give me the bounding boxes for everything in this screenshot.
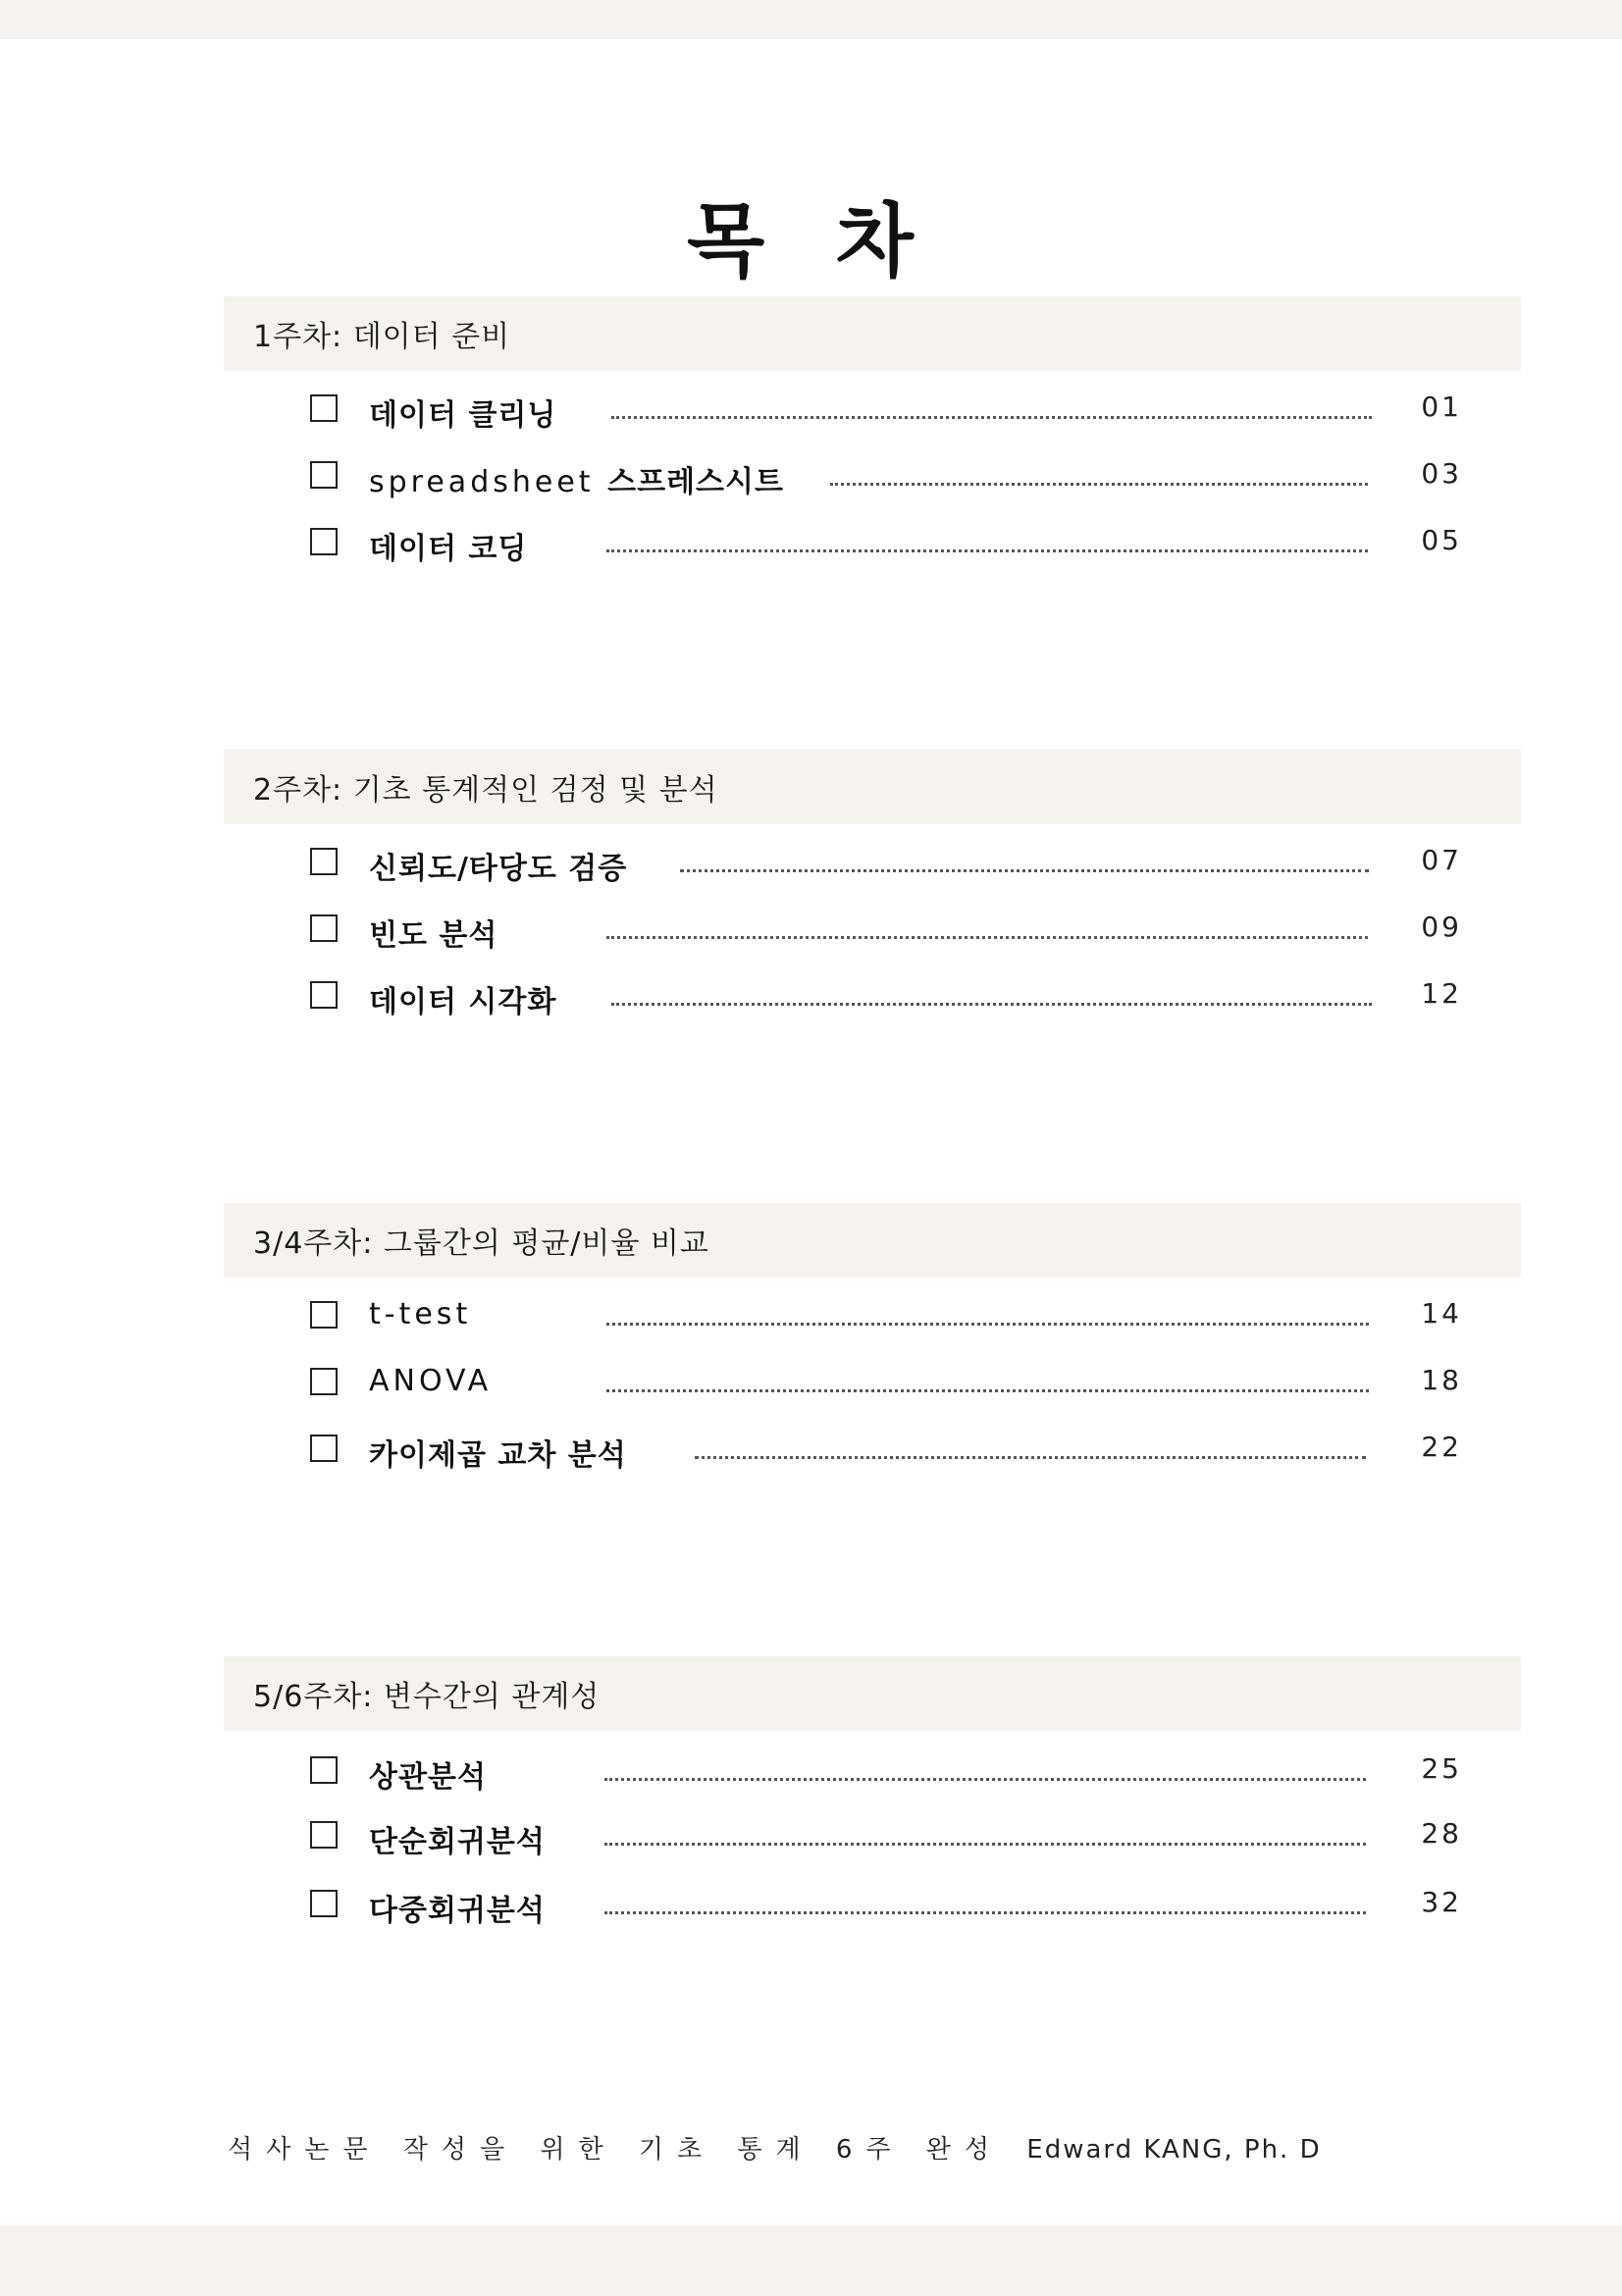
section-title: 1주차: 데이터 준비 [253, 320, 511, 354]
toc-entry[interactable] [224, 1743, 1521, 1798]
section-title: 2주차: 기초 통계적인 검정 및 분석 [253, 773, 718, 808]
page-number: 01 [1421, 391, 1462, 423]
dot-leader [695, 1456, 1366, 1459]
page-number: 07 [1421, 844, 1462, 876]
page-number: 25 [1421, 1752, 1462, 1785]
toc-entry[interactable] [224, 1807, 1521, 1862]
toc-entry[interactable] [224, 1354, 1521, 1409]
entry-label-suffix: 스프레스시트 [607, 465, 784, 499]
toc-section-week-3-4 [224, 1203, 1521, 1473]
dot-leader [606, 936, 1368, 939]
page-number: 12 [1421, 977, 1462, 1010]
page-number: 05 [1421, 524, 1462, 556]
checkbox[interactable] [310, 1821, 338, 1849]
dot-leader [606, 549, 1368, 552]
checkbox[interactable] [310, 848, 338, 875]
page-number: 09 [1421, 911, 1462, 943]
section-header [224, 1656, 1521, 1731]
toc-entry[interactable] [224, 447, 1521, 502]
page-footer [228, 2129, 1322, 2166]
entry-label: 신뢰도/타당도 검증 [369, 852, 628, 886]
toc-section-week-2 [224, 750, 1521, 1019]
page-number: 14 [1421, 1297, 1462, 1330]
toc-entry[interactable] [224, 1421, 1521, 1476]
checkbox[interactable] [310, 981, 338, 1009]
dot-leader [604, 1911, 1366, 1914]
page-number: 28 [1421, 1817, 1462, 1850]
dot-leader [680, 869, 1369, 872]
dot-leader [606, 1389, 1369, 1392]
section-header [224, 750, 1521, 824]
toc-entry[interactable] [224, 1287, 1521, 1342]
top-band [0, 0, 1622, 39]
entry-label: ANOVA [369, 1364, 493, 1398]
dot-leader [611, 1003, 1372, 1006]
toc-entry[interactable] [224, 901, 1521, 956]
page-title: 목 차 [687, 193, 935, 288]
toc-entry[interactable] [224, 514, 1521, 569]
page-number: 32 [1421, 1886, 1462, 1918]
checkbox[interactable] [310, 1368, 338, 1395]
entry-label: 카이제곱 교차 분석 [369, 1438, 627, 1473]
checkbox[interactable] [310, 1890, 338, 1917]
checkbox[interactable] [310, 1756, 338, 1784]
dot-leader [830, 483, 1368, 486]
entry-label: t-test [369, 1297, 472, 1331]
page-number: 18 [1421, 1364, 1462, 1396]
toc-entry[interactable] [224, 1876, 1521, 1931]
toc-section-week-1 [224, 296, 1521, 566]
checkbox[interactable] [310, 394, 338, 422]
checkbox[interactable] [310, 461, 338, 489]
entry-label: 다중회귀분석 [369, 1894, 546, 1928]
toc-entry[interactable] [224, 834, 1521, 889]
dot-leader [611, 416, 1372, 419]
entry-label: 데이터 클리닝 [369, 398, 557, 433]
toc-entry[interactable] [224, 967, 1521, 1022]
section-title: 3/4주차: 그룹간의 평균/비율 비교 [253, 1226, 709, 1261]
dot-leader [606, 1323, 1369, 1326]
entry-label: 상관분석 [369, 1760, 487, 1795]
page-number: 03 [1421, 457, 1462, 490]
toc-section-week-5-6 [224, 1656, 1521, 1928]
entry-label: 단순회귀분석 [369, 1825, 546, 1859]
entry-label: 빈도 분석 [369, 918, 498, 953]
section-header [224, 296, 1521, 371]
dot-leader [604, 1778, 1366, 1781]
entry-label: 데이터 시각화 [369, 985, 557, 1019]
checkbox[interactable] [310, 1435, 338, 1462]
entry-label: 데이터 코딩 [369, 532, 528, 566]
checkbox[interactable] [310, 914, 338, 942]
dot-leader [604, 1843, 1366, 1846]
footer-title: 석사논문 작성을 위한 기초 통계 6주 완성 [228, 2135, 1003, 2165]
page-number: 22 [1421, 1431, 1462, 1463]
checkbox[interactable] [310, 528, 338, 555]
bottom-band [0, 2225, 1622, 2296]
entry-label-main: spreadsheet [369, 465, 595, 499]
footer-author: Edward KANG, Ph. D [1026, 2135, 1322, 2165]
entry-label [369, 457, 784, 500]
toc-entry[interactable] [224, 381, 1521, 436]
checkbox[interactable] [310, 1301, 338, 1329]
section-header [224, 1203, 1521, 1278]
section-title: 5/6주차: 변수간의 관계성 [253, 1680, 601, 1714]
